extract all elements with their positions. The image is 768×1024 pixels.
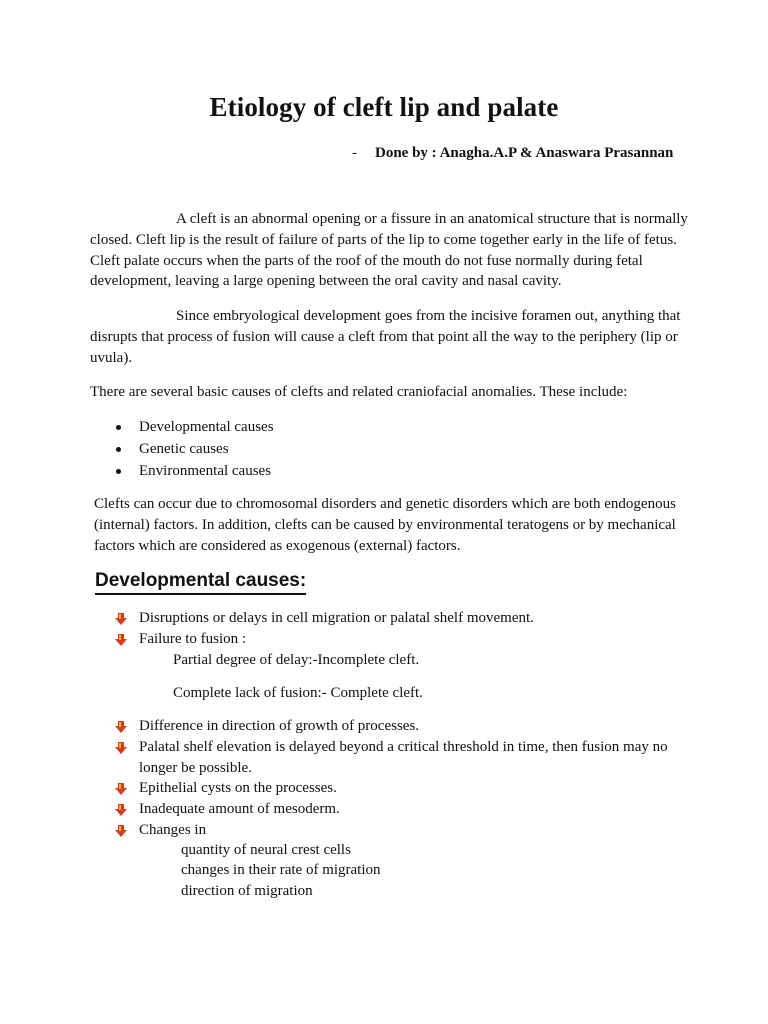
embryology-paragraph xyxy=(90,306,690,368)
author-line xyxy=(352,145,673,162)
list-item: Developmental causes xyxy=(114,417,274,439)
down-arrow-bullet-icon xyxy=(114,824,128,838)
changes-sub-item: quantity of neural crest cells xyxy=(181,842,351,858)
fusion-sub-item: Complete lack of fusion:- Complete cleft. xyxy=(173,685,423,701)
intro-paragraph-text: A cleft is an abnormal opening or a fissure in an anatomical structure that is normally closed. Cleft lip is the result of failure of parts of the lip to come together early in the life of fetus. Cleft palate occurs when the parts of the roof of the mouth do not fuse normally during fetal development, leaving a large opening between the oral cavity and nasal cavity. xyxy=(90,211,688,290)
bullet-dot-icon xyxy=(116,469,121,474)
causes-intro-paragraph: There are several basic causes of clefts and related craniofacial anomalies. These include: xyxy=(90,384,628,400)
document-title: Etiology of cleft lip and palate xyxy=(209,92,559,122)
causes-list xyxy=(114,417,274,482)
down-arrow-bullet-icon xyxy=(114,803,128,817)
down-arrow-bullet-icon xyxy=(114,612,128,626)
bullet-dot-icon xyxy=(116,425,121,430)
developmental-causes-heading: Developmental causes: xyxy=(95,570,306,595)
clefts-factors-paragraph: Clefts can occur due to chromosomal disorders and genetic disorders which are both endogenous (internal) factors. In addition, clefts can be caused by environmental teratogens or by mechanical factors which are considered as exogenous (external) factors. xyxy=(94,496,676,554)
down-arrow-bullet-icon xyxy=(114,633,128,647)
author-dash: - xyxy=(352,145,357,161)
list-item: Environmental causes xyxy=(114,461,274,483)
fusion-sub-item: Partial degree of delay:-Incomplete cleft. xyxy=(173,652,420,668)
author-byline: Done by : Anagha.A.P & Anaswara Prasannan xyxy=(375,145,674,161)
embryology-paragraph-text: Since embryological development goes from the incisive foramen out, anything that disrupts that process of fusion will cause a cleft from that point all the way to the periphery (lip or uvula). xyxy=(90,308,681,366)
intro-paragraph xyxy=(90,209,690,292)
changes-sub-item: direction of migration xyxy=(181,883,313,899)
list-item: Genetic causes xyxy=(114,439,274,461)
document-page: Etiology of cleft lip and palate - Done by : Anagha.A.P & Anaswara Prasannan A cleft is an abnormal opening or a fissure in an anatomical structure that is normally closed. Cleft lip is the result of failure of parts of the lip to come together early in the life of fetus. Cleft palate occurs when the parts of the roof of the mouth do not fuse normally during fetal development, leaving a large opening between the oral cavity and nasal cavity. Since embryological development goes from the incisive foramen out, anything that disrupts that process of fusion will cause a cleft from that point all the way to the periphery (lip or uvula). There are several basic causes of clefts and related craniofacial anomalies. These include: Developmental causes Genetic causes Environmental causes Clefts can occur due to chromosomal disorders and genetic disorders which are both endogenous (internal) factors. In addition, clefts can be caused by environmental teratogens or by mechanical factors which are considered as exogenous (external) factors. Developmental causes: Disruptions or delays in cell migration or palatal shelf movement. Failure to fusion : Partial degree of delay:-Incomplete cleft. Complete lack of fusion:- Complete cleft. Difference in direction of growth of processes. Palatal shelf elevation is delayed beyond a critical threshold in time, then fusion may no longer be possible. Epithelial cysts on the processes. Inadequate amount of mesoderm. Changes in quantity of neural crest cells changes in their rate of migration direction of migration xyxy=(0,0,768,1024)
down-arrow-bullet-icon xyxy=(114,720,128,734)
bullet-dot-icon xyxy=(116,447,121,452)
changes-sub-item: changes in their rate of migration xyxy=(181,862,381,878)
down-arrow-bullet-icon xyxy=(114,782,128,796)
down-arrow-bullet-icon xyxy=(114,741,128,755)
